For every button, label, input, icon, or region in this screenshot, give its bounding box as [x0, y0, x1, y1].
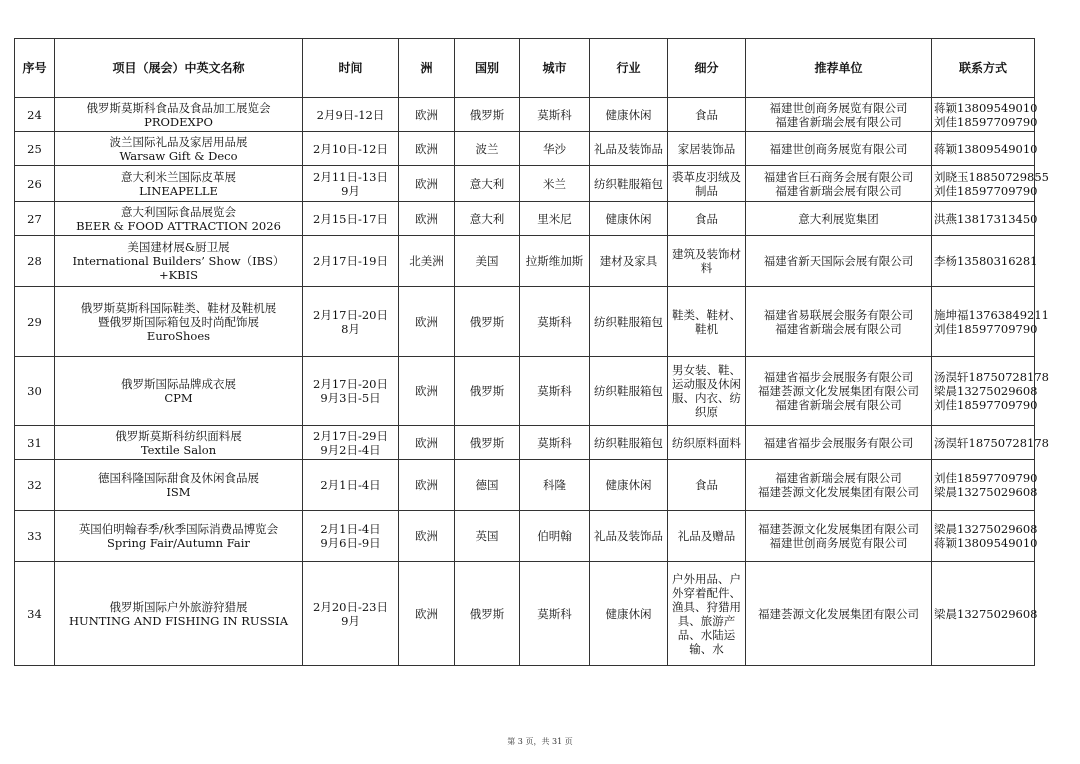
cell-industry-text: 纺织鞋服箱包	[594, 314, 663, 329]
cell-name	[55, 357, 303, 426]
cell-city-text: 米兰	[543, 176, 566, 191]
cell-subcategory	[668, 511, 746, 562]
cell-industry	[590, 287, 668, 357]
cell-no	[15, 166, 55, 202]
cell-continent-text: 欧洲	[415, 435, 438, 450]
cell-industry	[590, 357, 668, 426]
header-continent: 洲	[399, 39, 455, 98]
cell-units-line: 福建世创商务展览有限公司	[769, 141, 908, 156]
cell-no-text: 32	[27, 478, 42, 492]
cell-subcategory-text: 家居装饰品	[677, 141, 736, 156]
cell-country-text: 意大利	[469, 176, 505, 191]
exhibition-table	[14, 38, 1049, 666]
cell-country-text: 俄罗斯	[469, 314, 505, 329]
cell-subcategory-text: 纺织原料面料	[672, 435, 741, 450]
cell-country	[455, 460, 520, 511]
cell-continent-text: 欧洲	[415, 211, 438, 226]
header-city: 城市	[520, 39, 590, 98]
cell-subcategory	[668, 98, 746, 132]
cell-country	[455, 562, 520, 666]
cell-contact-line: 蒋颖13809549010	[934, 141, 1038, 156]
cell-industry	[590, 202, 668, 236]
cell-city	[520, 357, 590, 426]
cell-name-line: ISM	[166, 485, 191, 499]
cell-name-line: 波兰国际礼品及家居用品展	[109, 134, 248, 149]
cell-continent	[399, 426, 455, 460]
cell-name	[55, 511, 303, 562]
cell-units	[746, 236, 932, 287]
cell-contact-line: 刘佳18597709790	[934, 321, 1038, 336]
header-name: 项目（展会）中英文名称	[55, 39, 303, 98]
cell-contact	[932, 562, 1038, 666]
cell-name-line: 意大利米兰国际皮革展	[121, 169, 236, 184]
cell-city	[520, 562, 590, 666]
cell-no	[15, 98, 55, 132]
cell-time-line: 9月	[341, 613, 360, 628]
cell-time-line: 2月11日-13日	[313, 169, 388, 184]
cell-industry	[590, 166, 668, 202]
cell-country	[455, 426, 520, 460]
table-row	[15, 287, 1035, 357]
cell-units	[746, 460, 932, 511]
cell-subcategory	[668, 562, 746, 666]
cell-units-line: 意大利展览集团	[798, 211, 879, 226]
cell-name-line: 暨俄罗斯国际箱包及时尚配饰展	[98, 314, 259, 329]
cell-time-line: 2月17日-29日	[313, 428, 388, 443]
cell-continent-text: 欧洲	[415, 107, 438, 122]
cell-name	[55, 562, 303, 666]
table-row	[15, 562, 1035, 666]
cell-time	[303, 287, 399, 357]
table-row	[15, 166, 1035, 202]
cell-city-text: 莫斯科	[537, 384, 572, 398]
cell-industry-text: 建材及家具	[599, 254, 658, 268]
cell-city-text: 华沙	[543, 141, 566, 156]
cell-time	[303, 202, 399, 236]
cell-time-line: 2月17日-20日	[313, 307, 388, 322]
table-row	[15, 426, 1035, 460]
cell-name-line: LINEAPELLE	[139, 183, 218, 198]
cell-no	[15, 132, 55, 166]
cell-continent-text: 欧洲	[415, 478, 438, 492]
cell-contact-line: 蒋颖13809549010	[934, 100, 1038, 115]
cell-city-text: 里米尼	[537, 211, 572, 226]
cell-units	[746, 98, 932, 132]
table-body	[15, 98, 1049, 666]
cell-no	[15, 202, 55, 236]
cell-contact	[932, 460, 1038, 511]
cell-contact-line: 刘佳18597709790	[934, 398, 1038, 412]
cell-no	[15, 562, 55, 666]
cell-subcategory	[668, 166, 746, 202]
cell-units-line: 福建荟源文化发展集团有限公司	[758, 485, 919, 499]
cell-industry-text: 健康休闲	[605, 606, 652, 621]
cell-contact	[932, 202, 1038, 236]
cell-city	[520, 166, 590, 202]
cell-subcategory	[668, 460, 746, 511]
cell-contact-line: 刘佳18597709790	[934, 471, 1038, 485]
cell-subcategory-text: 食品	[695, 107, 718, 122]
cell-units	[746, 511, 932, 562]
cell-subcategory-text: 户外用品、户外穿着配件、渔具、狩猎用具、旅游产品、水陆运输、水	[672, 571, 741, 656]
cell-time	[303, 426, 399, 460]
cell-country	[455, 357, 520, 426]
cell-units-line: 福建省新天国际会展有限公司	[763, 254, 914, 268]
cell-no-text: 33	[27, 529, 42, 543]
cell-industry-text: 礼品及装饰品	[594, 141, 663, 156]
cell-no-text: 34	[27, 606, 42, 621]
cell-subcategory-text: 食品	[695, 211, 718, 226]
cell-city-text: 莫斯科	[537, 107, 572, 122]
cell-subcategory	[668, 202, 746, 236]
cell-no-text: 27	[27, 211, 42, 226]
cell-subcategory-text: 男女装、鞋、运动服及休闲服、内衣、纺织原	[672, 363, 741, 419]
cell-name-line: 英国伯明翰春季/秋季国际消费品博览会	[78, 522, 279, 536]
cell-time	[303, 236, 399, 287]
cell-industry-text: 礼品及装饰品	[594, 529, 663, 543]
cell-name-line: 德国科隆国际甜食及休闲食品展	[98, 471, 259, 485]
cell-continent-text: 欧洲	[415, 141, 438, 156]
page-footer: 第 3 页，共 31 页	[507, 737, 573, 746]
cell-units	[746, 166, 932, 202]
cell-name-line: Warsaw Gift & Deco	[119, 148, 238, 163]
cell-continent	[399, 202, 455, 236]
cell-contact-line: 李杨13580316281	[934, 254, 1038, 268]
cell-contact	[932, 166, 1049, 202]
cell-units-line: 福建荟源文化发展集团有限公司	[758, 384, 919, 398]
cell-country-text: 波兰	[475, 141, 499, 156]
cell-contact-line: 蒋颖13809549010	[934, 536, 1038, 550]
cell-country	[455, 132, 520, 166]
cell-units	[746, 357, 932, 426]
cell-industry	[590, 132, 668, 166]
cell-name-line: International Builders’ Show（IBS）	[72, 254, 285, 268]
cell-name-line: HUNTING AND FISHING IN RUSSIA	[68, 613, 289, 628]
cell-city	[520, 426, 590, 460]
cell-name	[55, 236, 303, 287]
cell-contact-line: 梁晨13275029608	[934, 485, 1038, 499]
cell-time-line: 2月1日-4日	[320, 478, 381, 492]
cell-name-line: 俄罗斯莫斯科食品及食品加工展览会	[86, 100, 271, 115]
cell-city	[520, 460, 590, 511]
cell-units	[746, 287, 932, 357]
cell-continent-text: 北美洲	[409, 254, 444, 268]
cell-city-text: 科隆	[543, 478, 566, 492]
cell-industry-text: 纺织鞋服箱包	[594, 384, 663, 398]
table-row	[15, 132, 1035, 166]
cell-time-line: 9月3日-5日	[320, 391, 381, 405]
cell-subcategory-text: 食品	[695, 478, 718, 492]
table-row	[15, 357, 1035, 426]
header-time: 时间	[303, 39, 399, 98]
cell-industry	[590, 562, 668, 666]
cell-name-line: 美国建材展&厨卫展	[127, 240, 230, 254]
cell-units	[746, 202, 932, 236]
cell-units-line: 福建世创商务展览有限公司	[769, 536, 908, 550]
cell-units-line: 福建省新瑞会展有限公司	[775, 398, 902, 412]
table-row	[15, 511, 1035, 562]
cell-name-line: Spring Fair/Autumn Fair	[107, 536, 250, 550]
cell-no	[15, 511, 55, 562]
cell-continent-text: 欧洲	[415, 606, 438, 621]
cell-continent	[399, 357, 455, 426]
cell-contact-line: 梁晨13275029608	[934, 522, 1038, 536]
cell-units-line: 福建荟源文化发展集团有限公司	[758, 522, 919, 536]
cell-no	[15, 357, 55, 426]
cell-time	[303, 166, 399, 202]
cell-city	[520, 287, 590, 357]
cell-contact-line: 洪燕13817313450	[934, 211, 1038, 226]
cell-name-line: EuroShoes	[146, 328, 211, 343]
cell-no-text: 28	[27, 254, 42, 268]
cell-time-line: 9月6日-9日	[320, 536, 381, 550]
cell-units-line: 福建荟源文化发展集团有限公司	[758, 606, 919, 621]
cell-no-text: 26	[27, 176, 42, 191]
cell-units-line: 福建省新瑞会展有限公司	[775, 114, 902, 129]
cell-units-line: 福建省福步会展服务有限公司	[763, 435, 914, 450]
cell-units-line: 福建省新瑞会展有限公司	[775, 321, 902, 336]
cell-units-line: 福建省巨石商务会展有限公司	[763, 169, 914, 184]
cell-no-text: 24	[27, 107, 42, 122]
header-country: 国别	[455, 39, 520, 98]
cell-no-text: 30	[27, 384, 42, 398]
cell-time	[303, 132, 399, 166]
header-subcategory: 细分	[668, 39, 746, 98]
cell-contact	[932, 357, 1049, 426]
cell-name	[55, 98, 303, 132]
cell-time	[303, 460, 399, 511]
cell-industry-text: 健康休闲	[605, 211, 652, 226]
header-no: 序号	[15, 39, 55, 98]
cell-country	[455, 166, 520, 202]
table-row	[15, 98, 1035, 132]
cell-time-line: 9月2日-4日	[320, 442, 381, 457]
cell-city	[520, 132, 590, 166]
cell-subcategory-text: 鞋类、鞋材、鞋机	[672, 307, 741, 336]
cell-country-text: 俄罗斯	[469, 384, 505, 398]
cell-city-text: 莫斯科	[537, 435, 572, 450]
cell-country	[455, 511, 520, 562]
cell-country	[455, 236, 520, 287]
cell-industry-text: 纺织鞋服箱包	[594, 176, 663, 191]
cell-subcategory-text: 建筑及装饰材料	[672, 247, 741, 275]
cell-time	[303, 511, 399, 562]
cell-name	[55, 287, 303, 357]
cell-country	[455, 98, 520, 132]
cell-name-line: 俄罗斯莫斯科纺织面料展	[115, 428, 242, 443]
cell-subcategory-text: 裘革皮羽绒及制品	[672, 169, 741, 198]
cell-country-text: 德国	[475, 478, 499, 492]
cell-continent-text: 欧洲	[415, 529, 438, 543]
cell-contact	[932, 98, 1038, 132]
cell-city-text: 莫斯科	[537, 606, 572, 621]
cell-country-text: 俄罗斯	[469, 435, 505, 450]
cell-city	[520, 202, 590, 236]
cell-contact-line: 刘晓玉18850729855	[934, 169, 1049, 184]
cell-no	[15, 287, 55, 357]
cell-no	[15, 236, 55, 287]
cell-contact	[932, 511, 1038, 562]
cell-continent	[399, 287, 455, 357]
cell-industry-text: 纺织鞋服箱包	[594, 435, 663, 450]
cell-continent	[399, 132, 455, 166]
cell-country-text: 俄罗斯	[469, 606, 505, 621]
cell-city	[520, 511, 590, 562]
cell-subcategory-text: 礼品及赠品	[677, 529, 736, 543]
header-units: 推荐单位	[746, 39, 932, 98]
cell-time-line: 2月17日-19日	[313, 254, 388, 268]
cell-continent	[399, 460, 455, 511]
header-industry: 行业	[590, 39, 668, 98]
cell-continent-text: 欧洲	[415, 176, 438, 191]
cell-units-line: 福建省新瑞会展有限公司	[775, 471, 902, 485]
cell-city-text: 莫斯科	[537, 314, 572, 329]
cell-name-line: Textile Salon	[140, 442, 217, 457]
cell-country	[455, 287, 520, 357]
cell-time	[303, 562, 399, 666]
cell-time-line: 2月10日-12日	[313, 141, 388, 156]
cell-subcategory	[668, 236, 746, 287]
cell-contact-line: 梁晨13275029608	[934, 384, 1038, 398]
cell-units-line: 福建世创商务展览有限公司	[769, 100, 908, 115]
cell-name-line: PRODEXPO	[144, 114, 213, 129]
cell-contact-line: 梁晨13275029608	[934, 606, 1038, 621]
cell-subcategory	[668, 426, 746, 460]
cell-no	[15, 426, 55, 460]
cell-no-text: 31	[27, 435, 42, 450]
cell-name-line: BEER & FOOD ATTRACTION 2026	[76, 218, 281, 233]
cell-contact	[932, 132, 1038, 166]
cell-units-line: 福建省易联展会服务有限公司	[763, 307, 914, 322]
cell-name-line: CPM	[164, 391, 193, 405]
cell-contact-line: 施坤福13763849211	[934, 307, 1049, 322]
cell-time-line: 2月1日-4日	[320, 522, 381, 536]
cell-units	[746, 426, 932, 460]
cell-industry	[590, 460, 668, 511]
cell-time-line: 2月15日-17日	[313, 211, 388, 226]
cell-city-text: 拉斯维加斯	[525, 254, 584, 268]
cell-name	[55, 202, 303, 236]
cell-industry	[590, 98, 668, 132]
cell-industry	[590, 511, 668, 562]
cell-continent	[399, 511, 455, 562]
header-row	[15, 39, 1035, 98]
cell-city	[520, 236, 590, 287]
cell-country-text: 俄罗斯	[469, 107, 505, 122]
cell-industry	[590, 426, 668, 460]
cell-no-text: 25	[27, 141, 42, 156]
cell-country-text: 美国	[475, 254, 499, 268]
cell-contact-line: 汤淏轩18750728178	[934, 370, 1049, 384]
cell-subcategory	[668, 132, 746, 166]
cell-contact-line: 刘佳18597709790	[934, 114, 1038, 129]
cell-no-text: 29	[27, 314, 42, 329]
cell-name	[55, 460, 303, 511]
cell-city	[520, 98, 590, 132]
table-row	[15, 460, 1035, 511]
cell-contact-line: 汤淏轩18750728178	[934, 435, 1049, 450]
cell-industry	[590, 236, 668, 287]
cell-name	[55, 132, 303, 166]
cell-time-line: 2月20日-23日	[313, 599, 388, 614]
cell-contact	[932, 236, 1038, 287]
cell-name-line: 俄罗斯国际户外旅游狩猎展	[109, 599, 248, 614]
cell-units-line: 福建省新瑞会展有限公司	[775, 183, 902, 198]
cell-time-line: 2月9日-12日	[316, 107, 385, 122]
cell-time-line: 2月17日-20日	[313, 377, 388, 391]
cell-country-text: 意大利	[469, 211, 505, 226]
cell-continent	[399, 562, 455, 666]
cell-city-text: 伯明翰	[537, 529, 572, 543]
cell-time-line: 9月	[341, 183, 360, 198]
cell-industry-text: 健康休闲	[605, 478, 652, 492]
cell-units	[746, 562, 932, 666]
cell-continent-text: 欧洲	[415, 384, 438, 398]
cell-no	[15, 460, 55, 511]
cell-subcategory	[668, 287, 746, 357]
cell-time-line: 8月	[341, 321, 360, 336]
cell-contact	[932, 287, 1049, 357]
cell-time	[303, 98, 399, 132]
table-row	[15, 236, 1035, 287]
cell-country-text: 英国	[475, 529, 499, 543]
cell-name	[55, 166, 303, 202]
cell-contact	[932, 426, 1049, 460]
cell-country	[455, 202, 520, 236]
table-row	[15, 202, 1035, 236]
cell-units-line: 福建省福步会展服务有限公司	[763, 370, 914, 384]
cell-continent	[399, 166, 455, 202]
header-contact: 联系方式	[932, 39, 1035, 98]
cell-contact-line: 刘佳18597709790	[934, 183, 1038, 198]
cell-subcategory	[668, 357, 746, 426]
cell-units	[746, 132, 932, 166]
cell-time	[303, 357, 399, 426]
cell-continent	[399, 98, 455, 132]
cell-name-line: 俄罗斯莫斯科国际鞋类、鞋材及鞋机展	[80, 300, 277, 315]
cell-name	[55, 426, 303, 460]
cell-industry-text: 健康休闲	[605, 107, 652, 122]
cell-name-line: 意大利国际食品展览会	[121, 204, 236, 219]
cell-continent-text: 欧洲	[415, 314, 438, 329]
cell-continent	[399, 236, 455, 287]
cell-name-line: +KBIS	[158, 268, 199, 282]
cell-name-line: 俄罗斯国际品牌成衣展	[121, 377, 236, 391]
